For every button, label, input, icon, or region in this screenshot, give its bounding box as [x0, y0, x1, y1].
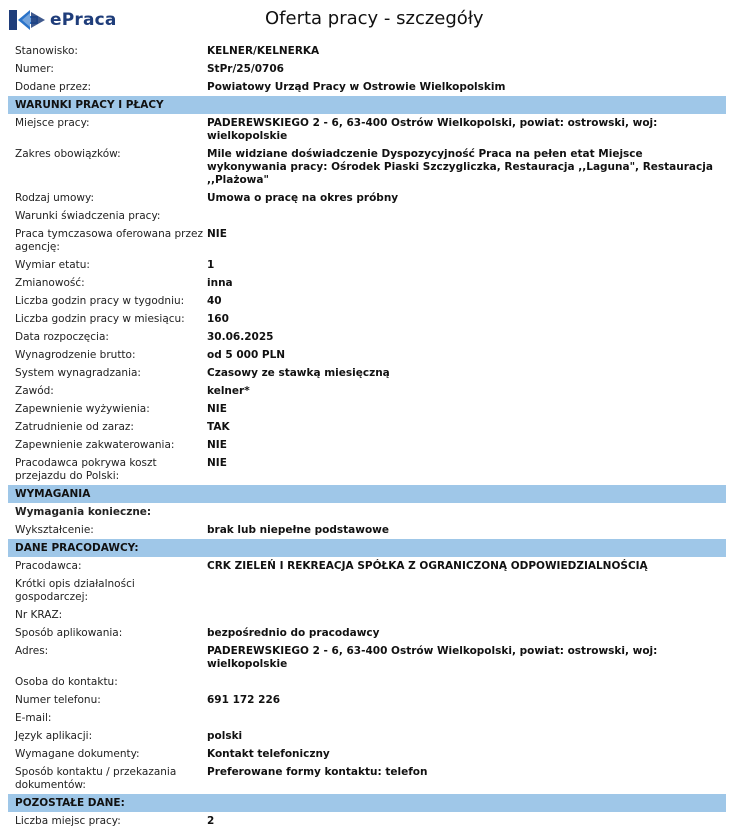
detail-label: Wymagane dokumenty:	[15, 747, 140, 760]
detail-row	[8, 727, 726, 745]
detail-value: CRK ZIELEŃ I REKREACJA SPÓŁKA Z OGRANICZONĄ ODPOWIEDZIALNOŚCIĄ	[207, 559, 648, 572]
detail-label: Nr KRAZ:	[15, 608, 63, 621]
detail-value: NIE	[207, 456, 227, 469]
header	[0, 0, 730, 40]
detail-row	[8, 418, 726, 436]
detail-row	[8, 207, 726, 225]
detail-row	[8, 763, 726, 794]
detail-label: Pracodawca pokrywa koszt przejazdu do Polski:	[15, 456, 157, 482]
detail-label: Sposób aplikowania:	[15, 626, 123, 639]
detail-label: Liczba miejsc pracy:	[15, 814, 121, 827]
detail-label: Numer:	[15, 62, 54, 75]
detail-label: Liczba godzin pracy w tygodniu:	[15, 294, 185, 307]
detail-label: Język aplikacji:	[15, 729, 93, 742]
detail-row	[8, 436, 726, 454]
offer-details	[8, 42, 726, 830]
detail-label: Miejsce pracy:	[15, 116, 90, 129]
detail-value: Umowa o pracę na okres próbny	[207, 191, 399, 204]
detail-row	[8, 189, 726, 207]
detail-value: PADEREWSKIEGO 2 - 6, 63-400 Ostrów Wielkopolski, powiat: ostrowski, woj: wielkopolskie	[207, 116, 658, 142]
detail-row	[8, 642, 726, 673]
pozostale-rows	[8, 812, 726, 830]
detail-row	[8, 812, 726, 830]
detail-value: StPr/25/0706	[207, 62, 284, 75]
detail-row	[8, 274, 726, 292]
detail-label: Wykształcenie:	[15, 523, 94, 536]
detail-label: Wymiar etatu:	[15, 258, 90, 271]
section-header-wymagania: WYMAGANIA	[8, 485, 726, 503]
detail-label: E-mail:	[15, 711, 52, 724]
logo-text: ePraca	[50, 10, 117, 30]
detail-value: 691 172 226	[207, 693, 281, 706]
detail-row	[8, 691, 726, 709]
detail-label: Data rozpoczęcia:	[15, 330, 109, 343]
detail-row	[8, 382, 726, 400]
detail-row	[8, 521, 726, 539]
detail-value: kelner*	[207, 384, 250, 397]
detail-label: Sposób kontaktu / przekazania dokumentów:	[15, 765, 177, 791]
detail-value: 160	[207, 312, 229, 325]
detail-row	[8, 400, 726, 418]
detail-row	[8, 575, 726, 606]
detail-row	[8, 673, 726, 691]
detail-label: Zakres obowiązków:	[15, 147, 121, 160]
detail-value: NIE	[207, 438, 227, 451]
detail-value: inna	[207, 276, 233, 289]
warunki-rows	[8, 114, 726, 485]
detail-label: Praca tymczasowa oferowana przez agencję:	[15, 227, 203, 253]
detail-row	[8, 145, 726, 189]
detail-label: Warunki świadczenia pracy:	[15, 209, 161, 222]
detail-value: Preferowane formy kontaktu: telefon	[207, 765, 428, 778]
detail-row	[8, 606, 726, 624]
detail-label: Osoba do kontaktu:	[15, 675, 118, 688]
detail-value: bezpośrednio do pracodawcy	[207, 626, 380, 639]
detail-value: NIE	[207, 227, 227, 240]
detail-row	[8, 78, 726, 96]
detail-row	[8, 310, 726, 328]
detail-value: TAK	[207, 420, 230, 433]
page-title: Oferta pracy - szczegóły	[265, 8, 484, 29]
section-header-pracodawca: DANE PRACODAWCY:	[8, 539, 726, 557]
section-header-warunki: WARUNKI PRACY I PŁACY	[8, 96, 726, 114]
detail-label: Zmianowość:	[15, 276, 85, 289]
detail-label: Zapewnienie wyżywienia:	[15, 402, 150, 415]
detail-label: Pracodawca:	[15, 559, 82, 572]
detail-value: PADEREWSKIEGO 2 - 6, 63-400 Ostrów Wielkopolski, powiat: ostrowski, woj: wielkopolskie	[207, 644, 658, 670]
detail-label: Rodzaj umowy:	[15, 191, 94, 204]
detail-value: Czasowy ze stawką miesięczną	[207, 366, 390, 379]
detail-row	[8, 745, 726, 763]
detail-label: Zapewnienie zakwaterowania:	[15, 438, 175, 451]
detail-row	[8, 346, 726, 364]
subhead-row	[8, 503, 726, 521]
detail-row	[8, 256, 726, 274]
epraca-logo[interactable]	[8, 8, 117, 32]
detail-value: NIE	[207, 402, 227, 415]
detail-label: Dodane przez:	[15, 80, 92, 93]
detail-row	[8, 557, 726, 575]
wymagania-rows	[8, 521, 726, 539]
detail-label: Numer telefonu:	[15, 693, 101, 706]
section-header-pozostale: POZOSTAŁE DANE:	[8, 794, 726, 812]
detail-row	[8, 42, 726, 60]
detail-label: Stanowisko:	[15, 44, 78, 57]
detail-value: polski	[207, 729, 243, 742]
detail-label: Wynagrodzenie brutto:	[15, 348, 136, 361]
detail-label: Zawód:	[15, 384, 54, 397]
detail-row	[8, 364, 726, 382]
detail-label: System wynagradzania:	[15, 366, 141, 379]
detail-row	[8, 60, 726, 78]
detail-label: Liczba godzin pracy w miesiącu:	[15, 312, 185, 325]
detail-label: Adres:	[15, 644, 49, 657]
detail-value: KELNER/KELNERKA	[207, 44, 320, 57]
detail-value: Powiatowy Urząd Pracy w Ostrowie Wielkopolskim	[207, 80, 506, 93]
detail-row	[8, 114, 726, 145]
detail-row	[8, 225, 726, 256]
detail-value: brak lub niepełne podstawowe	[207, 523, 389, 536]
top-rows	[8, 42, 726, 96]
detail-row	[8, 709, 726, 727]
detail-label: Zatrudnienie od zaraz:	[15, 420, 134, 433]
detail-value: 40	[207, 294, 222, 307]
detail-row	[8, 624, 726, 642]
detail-label: Krótki opis działalności gospodarczej:	[15, 577, 135, 603]
epraca-logo-icon	[8, 8, 46, 32]
detail-row	[8, 454, 726, 485]
detail-value: od 5 000 PLN	[207, 348, 286, 361]
detail-value: 1	[207, 258, 215, 271]
detail-row	[8, 328, 726, 346]
subhead-wymagania-konieczne: Wymagania konieczne:	[15, 505, 152, 518]
pracodawca-rows	[8, 557, 726, 794]
detail-value: 2	[207, 814, 215, 827]
detail-value: Kontakt telefoniczny	[207, 747, 330, 760]
detail-value: Mile widziane doświadczenie Dyspozycyjność Praca na pełen etat Miejsce wykonywania pracy: Ośrodek Piaski Szczygliczka, Restauracja ,,Laguna", Restauracja ,,Plażowa"	[207, 147, 713, 186]
detail-value: 30.06.2025	[207, 330, 274, 343]
detail-row	[8, 292, 726, 310]
